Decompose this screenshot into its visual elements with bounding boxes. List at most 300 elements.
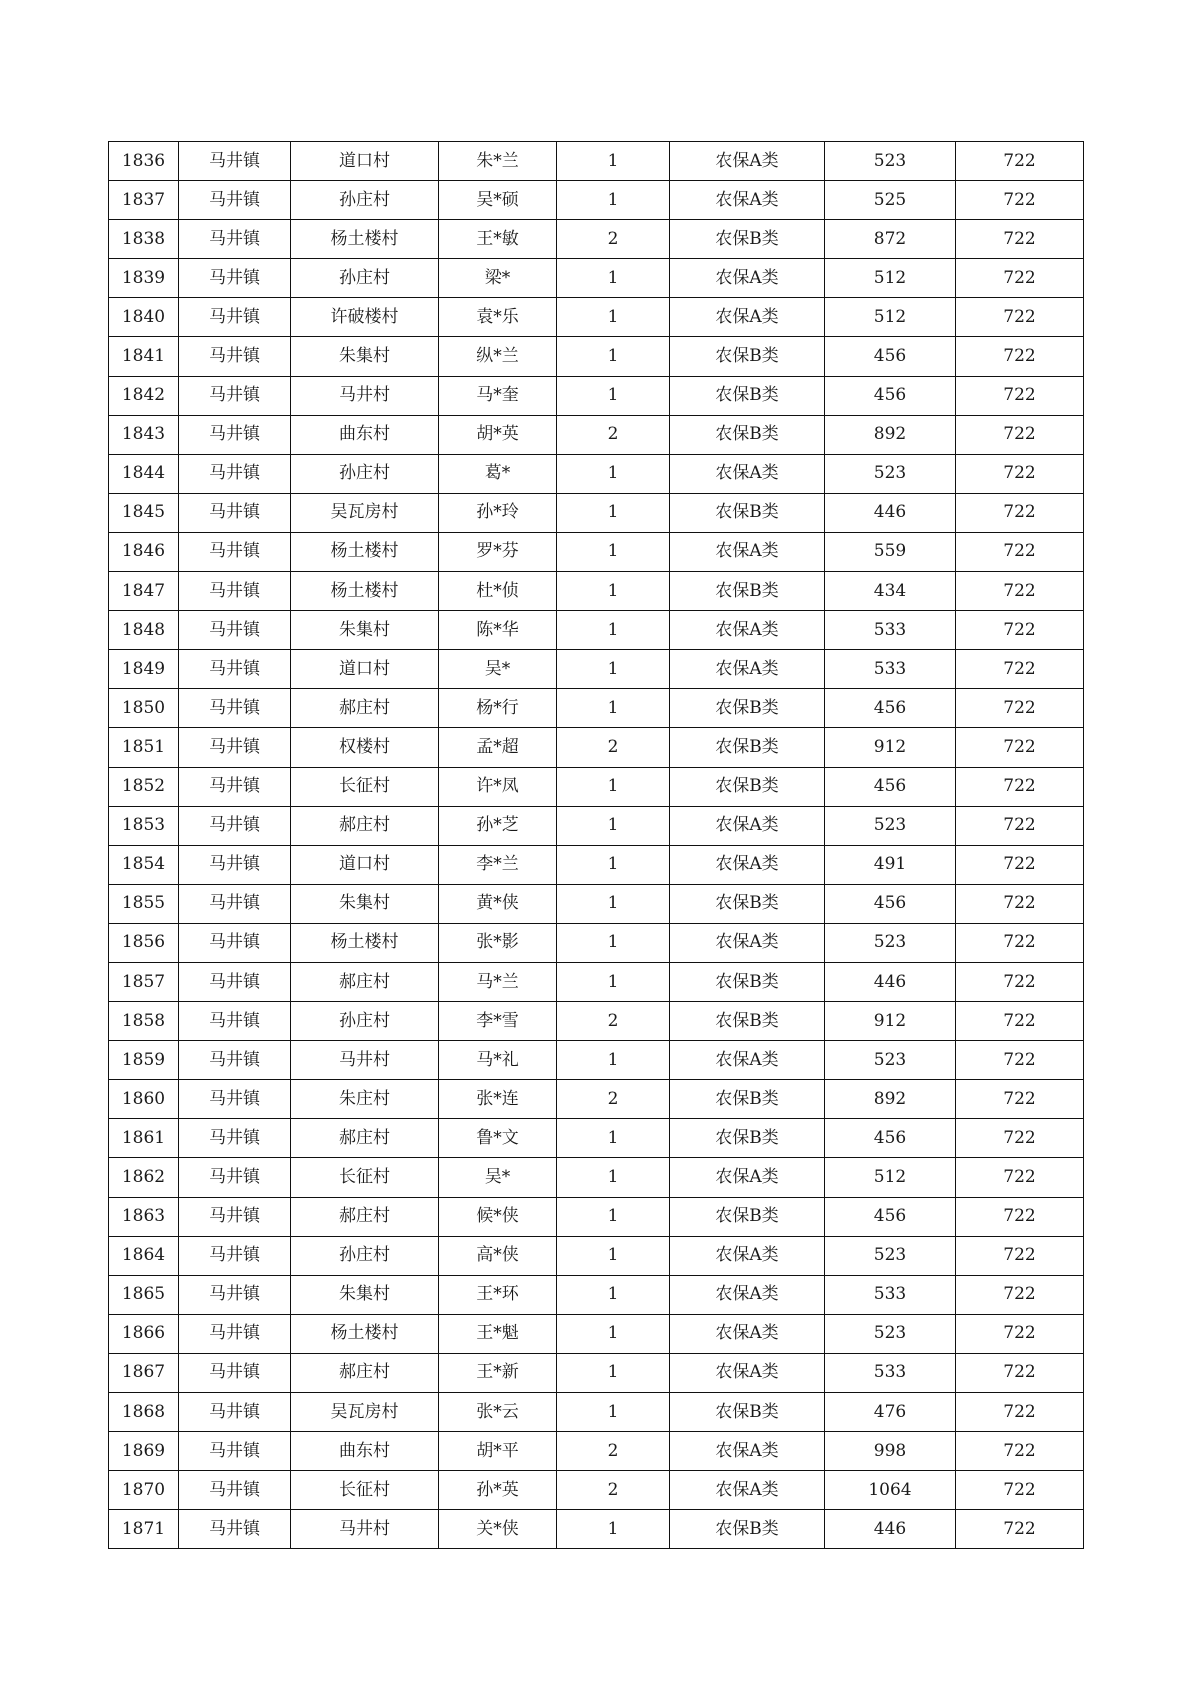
standard-cell: 722 bbox=[956, 298, 1084, 337]
table-row bbox=[109, 1393, 1084, 1432]
household-count-cell: 1 bbox=[557, 689, 670, 728]
insurance-category-cell: 农保A类 bbox=[670, 532, 825, 571]
household-count-cell: 1 bbox=[557, 572, 670, 611]
serial-number-cell: 1864 bbox=[109, 1236, 179, 1275]
village-cell: 朱集村 bbox=[291, 611, 439, 650]
standard-cell: 722 bbox=[956, 1080, 1084, 1119]
town-cell: 马井镇 bbox=[179, 142, 291, 181]
table-row bbox=[109, 845, 1084, 884]
town-cell: 马井镇 bbox=[179, 376, 291, 415]
village-cell: 长征村 bbox=[291, 1158, 439, 1197]
village-cell: 道口村 bbox=[291, 650, 439, 689]
town-cell: 马井镇 bbox=[179, 1393, 291, 1432]
serial-number-cell: 1852 bbox=[109, 767, 179, 806]
standard-cell: 722 bbox=[956, 1510, 1084, 1549]
household-count-cell: 2 bbox=[557, 1432, 670, 1471]
insurance-category-cell: 农保A类 bbox=[670, 1158, 825, 1197]
household-count-cell: 1 bbox=[557, 376, 670, 415]
table-row bbox=[109, 532, 1084, 571]
standard-cell: 722 bbox=[956, 611, 1084, 650]
table-row bbox=[109, 884, 1084, 923]
serial-number-cell: 1869 bbox=[109, 1432, 179, 1471]
table-row bbox=[109, 1471, 1084, 1510]
household-count-cell: 2 bbox=[557, 220, 670, 259]
serial-number-cell: 1870 bbox=[109, 1471, 179, 1510]
standard-cell: 722 bbox=[956, 181, 1084, 220]
amount-cell: 523 bbox=[825, 923, 956, 962]
insurance-category-cell: 农保B类 bbox=[670, 1197, 825, 1236]
table-row bbox=[109, 572, 1084, 611]
town-cell: 马井镇 bbox=[179, 298, 291, 337]
household-count-cell: 1 bbox=[557, 884, 670, 923]
standard-cell: 722 bbox=[956, 493, 1084, 532]
village-cell: 郝庄村 bbox=[291, 689, 439, 728]
standard-cell: 722 bbox=[956, 767, 1084, 806]
standard-cell: 722 bbox=[956, 1236, 1084, 1275]
town-cell: 马井镇 bbox=[179, 962, 291, 1001]
table-row bbox=[109, 1197, 1084, 1236]
insurance-category-cell: 农保A类 bbox=[670, 259, 825, 298]
standard-cell: 722 bbox=[956, 376, 1084, 415]
person-name-cell: 王*魁 bbox=[439, 1314, 557, 1353]
insurance-category-cell: 农保A类 bbox=[670, 1471, 825, 1510]
table-row bbox=[109, 689, 1084, 728]
serial-number-cell: 1871 bbox=[109, 1510, 179, 1549]
person-name-cell: 孟*超 bbox=[439, 728, 557, 767]
village-cell: 郝庄村 bbox=[291, 1119, 439, 1158]
person-name-cell: 马*兰 bbox=[439, 962, 557, 1001]
person-name-cell: 孙*芝 bbox=[439, 806, 557, 845]
table-row bbox=[109, 259, 1084, 298]
amount-cell: 533 bbox=[825, 1353, 956, 1392]
village-cell: 朱集村 bbox=[291, 884, 439, 923]
serial-number-cell: 1846 bbox=[109, 532, 179, 571]
household-count-cell: 1 bbox=[557, 845, 670, 884]
town-cell: 马井镇 bbox=[179, 181, 291, 220]
serial-number-cell: 1858 bbox=[109, 1002, 179, 1041]
standard-cell: 722 bbox=[956, 1471, 1084, 1510]
insurance-category-cell: 农保B类 bbox=[670, 728, 825, 767]
village-cell: 杨土楼村 bbox=[291, 572, 439, 611]
standard-cell: 722 bbox=[956, 1353, 1084, 1392]
village-cell: 孙庄村 bbox=[291, 1002, 439, 1041]
serial-number-cell: 1839 bbox=[109, 259, 179, 298]
insurance-category-cell: 农保A类 bbox=[670, 650, 825, 689]
standard-cell: 722 bbox=[956, 1197, 1084, 1236]
person-name-cell: 孙*英 bbox=[439, 1471, 557, 1510]
village-cell: 杨土楼村 bbox=[291, 532, 439, 571]
town-cell: 马井镇 bbox=[179, 1080, 291, 1119]
household-count-cell: 1 bbox=[557, 1314, 670, 1353]
insurance-category-cell: 农保B类 bbox=[670, 337, 825, 376]
household-count-cell: 1 bbox=[557, 806, 670, 845]
person-name-cell: 朱*兰 bbox=[439, 142, 557, 181]
amount-cell: 998 bbox=[825, 1432, 956, 1471]
amount-cell: 912 bbox=[825, 1002, 956, 1041]
insurance-category-cell: 农保B类 bbox=[670, 1002, 825, 1041]
serial-number-cell: 1841 bbox=[109, 337, 179, 376]
standard-cell: 722 bbox=[956, 1002, 1084, 1041]
insurance-category-cell: 农保B类 bbox=[670, 884, 825, 923]
town-cell: 马井镇 bbox=[179, 806, 291, 845]
standard-cell: 722 bbox=[956, 1393, 1084, 1432]
village-cell: 孙庄村 bbox=[291, 454, 439, 493]
table-row bbox=[109, 142, 1084, 181]
town-cell: 马井镇 bbox=[179, 1236, 291, 1275]
town-cell: 马井镇 bbox=[179, 1041, 291, 1080]
serial-number-cell: 1844 bbox=[109, 454, 179, 493]
amount-cell: 872 bbox=[825, 220, 956, 259]
amount-cell: 523 bbox=[825, 1236, 956, 1275]
amount-cell: 912 bbox=[825, 728, 956, 767]
town-cell: 马井镇 bbox=[179, 611, 291, 650]
village-cell: 孙庄村 bbox=[291, 1236, 439, 1275]
person-name-cell: 纵*兰 bbox=[439, 337, 557, 376]
village-cell: 吴瓦房村 bbox=[291, 1393, 439, 1432]
table-row bbox=[109, 181, 1084, 220]
insurance-category-cell: 农保B类 bbox=[670, 689, 825, 728]
serial-number-cell: 1860 bbox=[109, 1080, 179, 1119]
town-cell: 马井镇 bbox=[179, 845, 291, 884]
serial-number-cell: 1843 bbox=[109, 415, 179, 454]
table-row bbox=[109, 1314, 1084, 1353]
amount-cell: 512 bbox=[825, 259, 956, 298]
insurance-category-cell: 农保B类 bbox=[670, 376, 825, 415]
town-cell: 马井镇 bbox=[179, 220, 291, 259]
serial-number-cell: 1837 bbox=[109, 181, 179, 220]
household-count-cell: 1 bbox=[557, 1197, 670, 1236]
amount-cell: 523 bbox=[825, 1041, 956, 1080]
serial-number-cell: 1859 bbox=[109, 1041, 179, 1080]
serial-number-cell: 1853 bbox=[109, 806, 179, 845]
table-row bbox=[109, 1236, 1084, 1275]
insurance-category-cell: 农保B类 bbox=[670, 962, 825, 1001]
town-cell: 马井镇 bbox=[179, 259, 291, 298]
person-name-cell: 袁*乐 bbox=[439, 298, 557, 337]
table-row bbox=[109, 1041, 1084, 1080]
town-cell: 马井镇 bbox=[179, 1510, 291, 1549]
amount-cell: 533 bbox=[825, 650, 956, 689]
household-count-cell: 1 bbox=[557, 454, 670, 493]
standard-cell: 722 bbox=[956, 572, 1084, 611]
person-name-cell: 李*兰 bbox=[439, 845, 557, 884]
person-name-cell: 吴* bbox=[439, 650, 557, 689]
amount-cell: 533 bbox=[825, 611, 956, 650]
village-cell: 曲东村 bbox=[291, 415, 439, 454]
household-count-cell: 1 bbox=[557, 181, 670, 220]
serial-number-cell: 1854 bbox=[109, 845, 179, 884]
village-cell: 朱庄村 bbox=[291, 1080, 439, 1119]
town-cell: 马井镇 bbox=[179, 337, 291, 376]
amount-cell: 434 bbox=[825, 572, 956, 611]
person-name-cell: 罗*芬 bbox=[439, 532, 557, 571]
person-name-cell: 梁* bbox=[439, 259, 557, 298]
insurance-category-cell: 农保B类 bbox=[670, 1510, 825, 1549]
serial-number-cell: 1842 bbox=[109, 376, 179, 415]
amount-cell: 512 bbox=[825, 1158, 956, 1197]
standard-cell: 722 bbox=[956, 532, 1084, 571]
insurance-category-cell: 农保A类 bbox=[670, 923, 825, 962]
village-cell: 马井村 bbox=[291, 376, 439, 415]
insurance-category-cell: 农保A类 bbox=[670, 1314, 825, 1353]
insurance-category-cell: 农保B类 bbox=[670, 1393, 825, 1432]
standard-cell: 722 bbox=[956, 454, 1084, 493]
insurance-category-cell: 农保A类 bbox=[670, 611, 825, 650]
village-cell: 马井村 bbox=[291, 1041, 439, 1080]
person-name-cell: 胡*英 bbox=[439, 415, 557, 454]
amount-cell: 456 bbox=[825, 337, 956, 376]
town-cell: 马井镇 bbox=[179, 650, 291, 689]
table-row bbox=[109, 415, 1084, 454]
serial-number-cell: 1838 bbox=[109, 220, 179, 259]
town-cell: 马井镇 bbox=[179, 1471, 291, 1510]
household-count-cell: 1 bbox=[557, 298, 670, 337]
household-count-cell: 1 bbox=[557, 1158, 670, 1197]
household-count-cell: 2 bbox=[557, 1002, 670, 1041]
household-count-cell: 2 bbox=[557, 728, 670, 767]
serial-number-cell: 1836 bbox=[109, 142, 179, 181]
standard-cell: 722 bbox=[956, 962, 1084, 1001]
amount-cell: 446 bbox=[825, 493, 956, 532]
serial-number-cell: 1845 bbox=[109, 493, 179, 532]
amount-cell: 523 bbox=[825, 806, 956, 845]
household-count-cell: 1 bbox=[557, 1393, 670, 1432]
amount-cell: 456 bbox=[825, 1119, 956, 1158]
amount-cell: 523 bbox=[825, 454, 956, 493]
village-cell: 马井村 bbox=[291, 1510, 439, 1549]
amount-cell: 1064 bbox=[825, 1471, 956, 1510]
person-name-cell: 候*侠 bbox=[439, 1197, 557, 1236]
town-cell: 马井镇 bbox=[179, 884, 291, 923]
household-count-cell: 1 bbox=[557, 337, 670, 376]
standard-cell: 722 bbox=[956, 415, 1084, 454]
standard-cell: 722 bbox=[956, 1314, 1084, 1353]
insurance-category-cell: 农保B类 bbox=[670, 1080, 825, 1119]
town-cell: 马井镇 bbox=[179, 1432, 291, 1471]
records-table-body bbox=[109, 142, 1084, 1549]
standard-cell: 722 bbox=[956, 142, 1084, 181]
person-name-cell: 孙*玲 bbox=[439, 493, 557, 532]
table-row bbox=[109, 1119, 1084, 1158]
town-cell: 马井镇 bbox=[179, 1002, 291, 1041]
insurance-category-cell: 农保B类 bbox=[670, 220, 825, 259]
standard-cell: 722 bbox=[956, 650, 1084, 689]
person-name-cell: 杜*侦 bbox=[439, 572, 557, 611]
town-cell: 马井镇 bbox=[179, 1314, 291, 1353]
standard-cell: 722 bbox=[956, 220, 1084, 259]
table-row bbox=[109, 728, 1084, 767]
standard-cell: 722 bbox=[956, 1275, 1084, 1314]
table-row bbox=[109, 1353, 1084, 1392]
standard-cell: 722 bbox=[956, 1119, 1084, 1158]
serial-number-cell: 1848 bbox=[109, 611, 179, 650]
amount-cell: 523 bbox=[825, 1314, 956, 1353]
table-row bbox=[109, 767, 1084, 806]
town-cell: 马井镇 bbox=[179, 1353, 291, 1392]
village-cell: 朱集村 bbox=[291, 337, 439, 376]
amount-cell: 456 bbox=[825, 689, 956, 728]
standard-cell: 722 bbox=[956, 259, 1084, 298]
village-cell: 杨土楼村 bbox=[291, 1314, 439, 1353]
standard-cell: 722 bbox=[956, 845, 1084, 884]
person-name-cell: 王*新 bbox=[439, 1353, 557, 1392]
household-count-cell: 1 bbox=[557, 1510, 670, 1549]
amount-cell: 456 bbox=[825, 884, 956, 923]
serial-number-cell: 1861 bbox=[109, 1119, 179, 1158]
household-count-cell: 1 bbox=[557, 1041, 670, 1080]
village-cell: 朱集村 bbox=[291, 1275, 439, 1314]
serial-number-cell: 1862 bbox=[109, 1158, 179, 1197]
table-row bbox=[109, 1158, 1084, 1197]
person-name-cell: 王*环 bbox=[439, 1275, 557, 1314]
standard-cell: 722 bbox=[956, 689, 1084, 728]
insurance-category-cell: 农保A类 bbox=[670, 1041, 825, 1080]
records-table bbox=[108, 141, 1084, 1549]
household-count-cell: 1 bbox=[557, 767, 670, 806]
serial-number-cell: 1866 bbox=[109, 1314, 179, 1353]
village-cell: 吴瓦房村 bbox=[291, 493, 439, 532]
village-cell: 郝庄村 bbox=[291, 1197, 439, 1236]
household-count-cell: 1 bbox=[557, 259, 670, 298]
person-name-cell: 张*连 bbox=[439, 1080, 557, 1119]
village-cell: 许破楼村 bbox=[291, 298, 439, 337]
table-row bbox=[109, 454, 1084, 493]
town-cell: 马井镇 bbox=[179, 572, 291, 611]
serial-number-cell: 1865 bbox=[109, 1275, 179, 1314]
village-cell: 郝庄村 bbox=[291, 1353, 439, 1392]
serial-number-cell: 1840 bbox=[109, 298, 179, 337]
serial-number-cell: 1850 bbox=[109, 689, 179, 728]
household-count-cell: 1 bbox=[557, 650, 670, 689]
table-row bbox=[109, 806, 1084, 845]
amount-cell: 446 bbox=[825, 1510, 956, 1549]
table-row bbox=[109, 337, 1084, 376]
person-name-cell: 胡*平 bbox=[439, 1432, 557, 1471]
insurance-category-cell: 农保A类 bbox=[670, 1432, 825, 1471]
standard-cell: 722 bbox=[956, 1432, 1084, 1471]
person-name-cell: 高*侠 bbox=[439, 1236, 557, 1275]
serial-number-cell: 1857 bbox=[109, 962, 179, 1001]
person-name-cell: 鲁*文 bbox=[439, 1119, 557, 1158]
serial-number-cell: 1849 bbox=[109, 650, 179, 689]
insurance-category-cell: 农保A类 bbox=[670, 1353, 825, 1392]
person-name-cell: 马*礼 bbox=[439, 1041, 557, 1080]
household-count-cell: 2 bbox=[557, 1080, 670, 1119]
table-row bbox=[109, 923, 1084, 962]
table-row bbox=[109, 1002, 1084, 1041]
table-row bbox=[109, 1432, 1084, 1471]
household-count-cell: 1 bbox=[557, 1236, 670, 1275]
village-cell: 道口村 bbox=[291, 142, 439, 181]
person-name-cell: 许*凤 bbox=[439, 767, 557, 806]
town-cell: 马井镇 bbox=[179, 454, 291, 493]
town-cell: 马井镇 bbox=[179, 1119, 291, 1158]
town-cell: 马井镇 bbox=[179, 728, 291, 767]
household-count-cell: 2 bbox=[557, 1471, 670, 1510]
insurance-category-cell: 农保B类 bbox=[670, 493, 825, 532]
town-cell: 马井镇 bbox=[179, 493, 291, 532]
village-cell: 孙庄村 bbox=[291, 259, 439, 298]
standard-cell: 722 bbox=[956, 806, 1084, 845]
insurance-category-cell: 农保B类 bbox=[670, 1119, 825, 1158]
table-row bbox=[109, 376, 1084, 415]
village-cell: 长征村 bbox=[291, 767, 439, 806]
serial-number-cell: 1847 bbox=[109, 572, 179, 611]
amount-cell: 491 bbox=[825, 845, 956, 884]
table-row bbox=[109, 298, 1084, 337]
household-count-cell: 1 bbox=[557, 611, 670, 650]
person-name-cell: 李*雪 bbox=[439, 1002, 557, 1041]
person-name-cell: 关*侠 bbox=[439, 1510, 557, 1549]
serial-number-cell: 1868 bbox=[109, 1393, 179, 1432]
household-count-cell: 1 bbox=[557, 142, 670, 181]
insurance-category-cell: 农保A类 bbox=[670, 845, 825, 884]
serial-number-cell: 1856 bbox=[109, 923, 179, 962]
village-cell: 道口村 bbox=[291, 845, 439, 884]
person-name-cell: 吴* bbox=[439, 1158, 557, 1197]
household-count-cell: 1 bbox=[557, 1275, 670, 1314]
insurance-category-cell: 农保B类 bbox=[670, 572, 825, 611]
household-count-cell: 1 bbox=[557, 493, 670, 532]
standard-cell: 722 bbox=[956, 1041, 1084, 1080]
town-cell: 马井镇 bbox=[179, 532, 291, 571]
amount-cell: 456 bbox=[825, 767, 956, 806]
village-cell: 杨土楼村 bbox=[291, 923, 439, 962]
standard-cell: 722 bbox=[956, 337, 1084, 376]
table-row bbox=[109, 611, 1084, 650]
village-cell: 曲东村 bbox=[291, 1432, 439, 1471]
household-count-cell: 2 bbox=[557, 415, 670, 454]
standard-cell: 722 bbox=[956, 884, 1084, 923]
person-name-cell: 陈*华 bbox=[439, 611, 557, 650]
village-cell: 杨土楼村 bbox=[291, 220, 439, 259]
insurance-category-cell: 农保A类 bbox=[670, 181, 825, 220]
amount-cell: 892 bbox=[825, 415, 956, 454]
table-row bbox=[109, 962, 1084, 1001]
town-cell: 马井镇 bbox=[179, 415, 291, 454]
standard-cell: 722 bbox=[956, 923, 1084, 962]
serial-number-cell: 1867 bbox=[109, 1353, 179, 1392]
person-name-cell: 吴*硕 bbox=[439, 181, 557, 220]
household-count-cell: 1 bbox=[557, 923, 670, 962]
table-row bbox=[109, 493, 1084, 532]
standard-cell: 722 bbox=[956, 728, 1084, 767]
person-name-cell: 黄*侠 bbox=[439, 884, 557, 923]
household-count-cell: 1 bbox=[557, 1119, 670, 1158]
town-cell: 马井镇 bbox=[179, 923, 291, 962]
household-count-cell: 1 bbox=[557, 962, 670, 1001]
serial-number-cell: 1863 bbox=[109, 1197, 179, 1236]
village-cell: 孙庄村 bbox=[291, 181, 439, 220]
person-name-cell: 葛* bbox=[439, 454, 557, 493]
village-cell: 郝庄村 bbox=[291, 962, 439, 1001]
person-name-cell: 马*奎 bbox=[439, 376, 557, 415]
table-row bbox=[109, 1510, 1084, 1549]
insurance-category-cell: 农保A类 bbox=[670, 1275, 825, 1314]
amount-cell: 523 bbox=[825, 142, 956, 181]
town-cell: 马井镇 bbox=[179, 1158, 291, 1197]
amount-cell: 446 bbox=[825, 962, 956, 1001]
standard-cell: 722 bbox=[956, 1158, 1084, 1197]
village-cell: 郝庄村 bbox=[291, 806, 439, 845]
insurance-category-cell: 农保A类 bbox=[670, 454, 825, 493]
amount-cell: 476 bbox=[825, 1393, 956, 1432]
amount-cell: 525 bbox=[825, 181, 956, 220]
person-name-cell: 杨*行 bbox=[439, 689, 557, 728]
insurance-category-cell: 农保B类 bbox=[670, 767, 825, 806]
insurance-category-cell: 农保A类 bbox=[670, 298, 825, 337]
amount-cell: 559 bbox=[825, 532, 956, 571]
